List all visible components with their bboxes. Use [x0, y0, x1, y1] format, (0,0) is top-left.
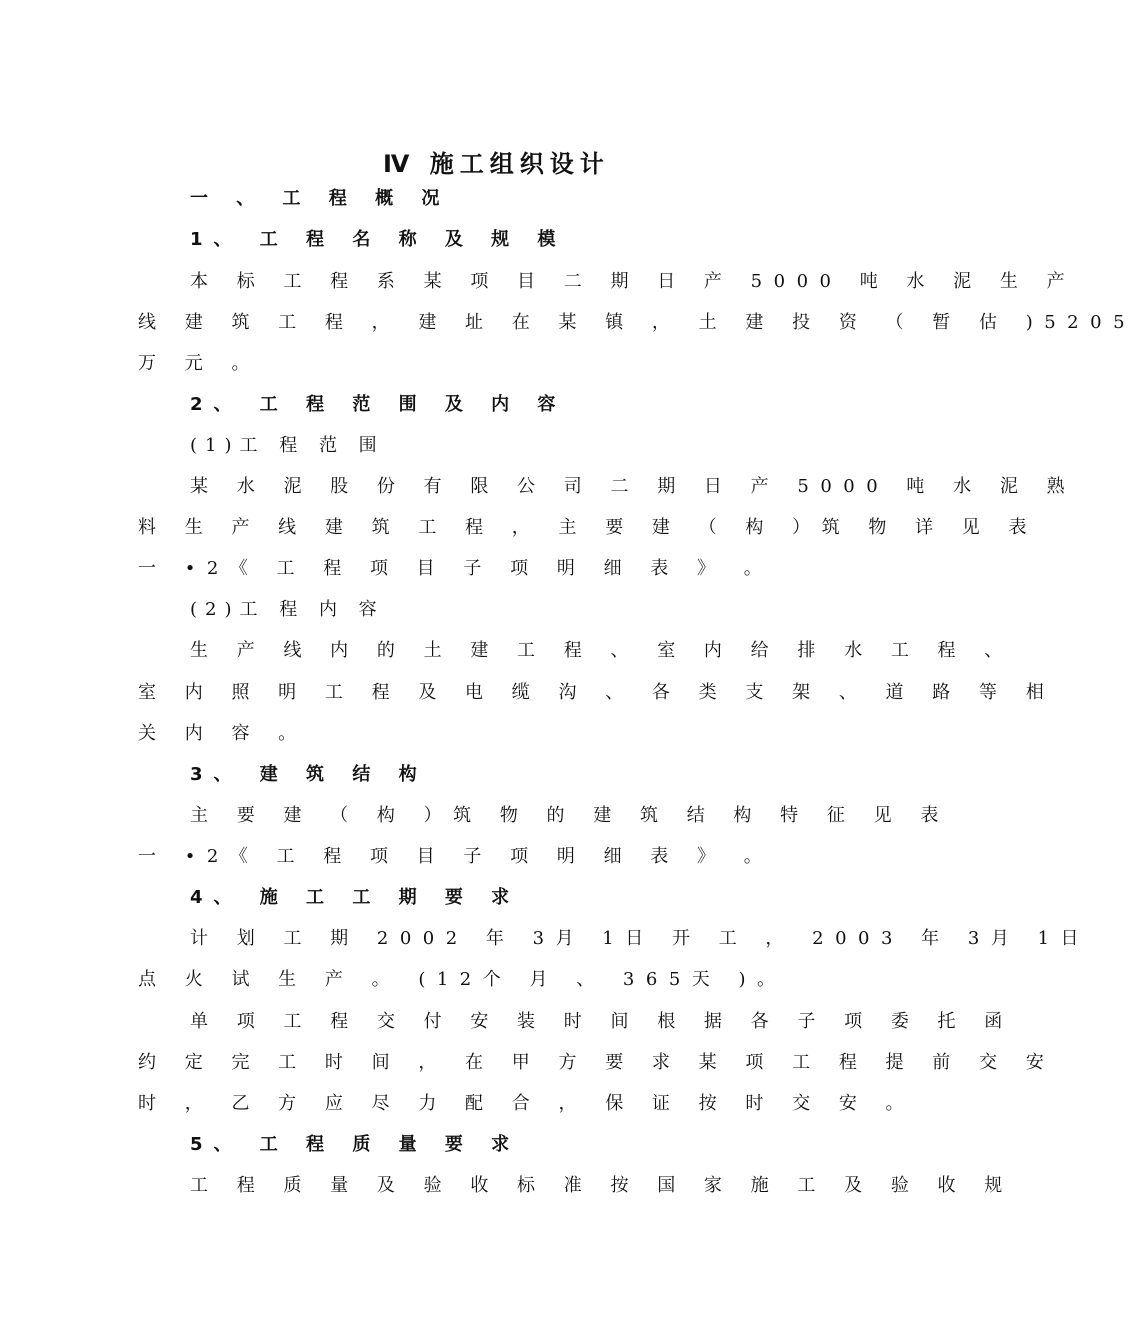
subheading-structure: 3、 建 筑 结 构: [190, 764, 428, 785]
item-label-scope: (1)工 程 范 围: [190, 435, 385, 456]
document-title: Ⅳ 施工组织设计: [383, 150, 610, 178]
subheading-quality: 5、 工 程 质 量 要 求: [190, 1134, 521, 1155]
paragraph-line: 单 项 工 程 交 付 安 装 时 间 根 据 各 子 项 委 托 函: [190, 1011, 1014, 1032]
paragraph-line: 生 产 线 内 的 土 建 工 程 、 室 内 给 排 水 工 程 、: [190, 640, 1014, 661]
paragraph-line: 本 标 工 程 系 某 项 目 二 期 日 产 5000 吨 水 泥 生 产: [190, 271, 1077, 292]
subheading-scope-content: 2、 工 程 范 围 及 内 容: [190, 394, 567, 415]
paragraph-line: 计 划 工 期 2002 年 3月 1日 开 工 ， 2003 年 3月 1日: [190, 928, 1091, 949]
paragraph-line: 时 ， 乙 方 应 尽 力 配 合 ， 保 证 按 时 交 安 。: [138, 1093, 916, 1114]
paragraph-line: 点 火 试 生 产 。 (12个 月 、 365天 )。: [138, 969, 787, 990]
paragraph-line: 一 •2《 工 程 项 目 子 项 明 细 表 》 。: [138, 558, 774, 579]
paragraph-line: 约 定 完 工 时 间 ， 在 甲 方 要 求 某 项 工 程 提 前 交 安: [138, 1052, 1056, 1073]
paragraph-line: 线 建 筑 工 程 ， 建 址 在 某 镇 ， 土 建 投 资 （ 暂 估 )5205: [138, 312, 1136, 333]
paragraph-line: 料 生 产 线 建 筑 工 程 ， 主 要 建 （ 构 ）筑 物 详 见 表: [138, 517, 1038, 538]
paragraph-line: 某 水 泥 股 份 有 限 公 司 二 期 日 产 5000 吨 水 泥 熟: [190, 476, 1077, 497]
paragraph-line: 主 要 建 （ 构 ）筑 物 的 建 筑 结 构 特 征 见 表: [190, 805, 950, 826]
paragraph-line: 万 元 。: [138, 353, 261, 374]
paragraph-line: 工 程 质 量 及 验 收 标 准 按 国 家 施 工 及 验 收 规: [190, 1175, 1014, 1196]
paragraph-line: 室 内 照 明 工 程 及 电 缆 沟 、 各 类 支 架 、 道 路 等 相: [138, 682, 1056, 703]
subheading-schedule: 4、 施 工 工 期 要 求: [190, 887, 521, 908]
subheading-name-scale: 1、 工 程 名 称 及 规 模: [190, 229, 567, 250]
item-label-content: (2)工 程 内 容: [190, 599, 385, 620]
section-heading-overview: 一 、 工 程 概 况: [190, 188, 451, 209]
paragraph-line: 一 •2《 工 程 项 目 子 项 明 细 表 》 。: [138, 846, 774, 867]
paragraph-line: 关 内 容 。: [138, 723, 308, 744]
